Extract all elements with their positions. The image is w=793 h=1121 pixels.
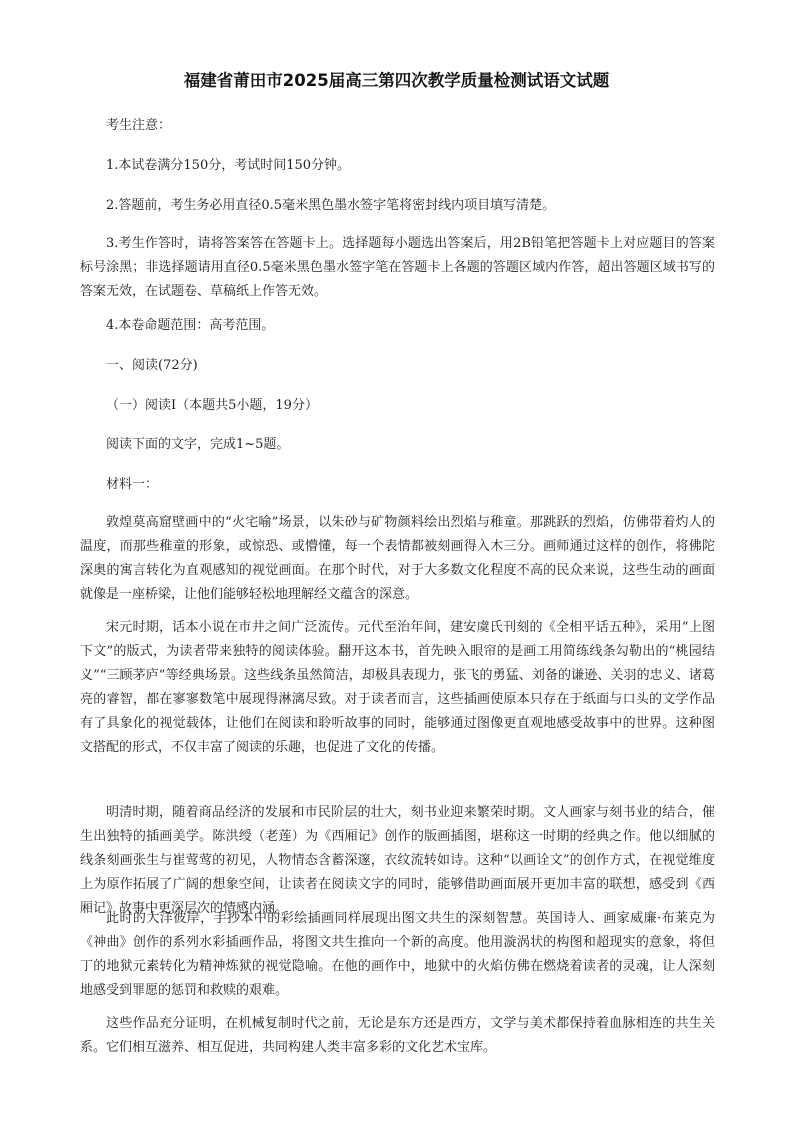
body-paragraph: 这些作品充分证明，在机械复制时代之前，无论是东方还是西方，文学与美术都保持着血脉相连的共生关系。它们相互滋养、相互促进，共同构建人类丰富多彩的文化艺术宝库。 <box>80 1016 715 1055</box>
body-paragraph: 此时的大洋彼岸，手抄本中的彩绘插画同样展现出图文共生的深刻智慧。英国诗人、画家威廉·布莱克为《神曲》创作的系列水彩插画作品，将图文共生推向一个新的高度。他用漩涡状的构图和超现实的意象，将但丁的地狱元素转化为精神炼狱的视觉隐喻。在他的画作中，地狱中的火焰仿佛在燃烧着读者的灵魂，让人深刻地感受到罪愿的惩罚和救赎的艰难。 <box>80 911 715 998</box>
section-heading: 一、阅读(72分) <box>106 358 198 373</box>
notice-heading: 考生注意： <box>106 118 172 133</box>
subsection-heading: （一）阅读Ⅰ（本题共5小题，19分） <box>106 398 318 413</box>
instruction-text: 阅读下面的文字，完成1~5题。 <box>106 437 290 452</box>
body-paragraph: 宋元时期，话本小说在市井之间广泛流传。元代至治年间，建安虞氏刊刻的《全相平话五种》，采用“上图下文”的版式，为读者带来独特的阅读体验。翻开这本书，首先映入眼帘的是画工用简练线条勾勒出的“桃园结义”“三顾茅庐”等经典场景。这些线条虽然简洁，却极具表现力，张飞的勇猛、刘备的谦逊、关羽的忠义、诸葛亮的睿智，都在寥寥数笔中展现得淋漓尽致。对于读者而言，这些插画使原本只存在于纸面与口头的文学作品有了具象化的视觉载体，让他们在阅读和聆听故事的同时，能够通过图像更直观地感受故事中的世界。这种图文搭配的形式，不仅丰富了阅读的乐趣，也促进了文化的传播。 <box>80 620 715 755</box>
body-paragraph: 敦煌莫高窟壁画中的“火宅喻”场景，以朱砂与矿物颜料绘出烈焰与稚童。那跳跃的烈焰，仿佛带着灼人的温度，而那些稚童的形象，或惊恐、或懵懂，每一个表情都被刻画得入木三分。画师通过这样的创作，将佛陀深奥的寓言转化为直观感知的视觉画面。在那个时代，对于大多数文化程度不高的民众来说，这些生动的画面就像是一座桥梁，让他们能够轻松地理解经文蕴含的深意。 <box>80 515 715 602</box>
material-label: 材料一： <box>106 477 159 492</box>
page-title: 福建省莆田市2025届高三第四次教学质量检测试语文试题 <box>183 71 610 90</box>
body-paragraph: 明清时期，随着商品经济的发展和市民阶层的壮大，刻书业迎来繁荣时期。文人画家与刻书业的结合，催生出独特的插画美学。陈洪绶（老莲）为《西厢记》创作的版画插图，堪称这一时期的经典之作。他以细腻的线条刻画张生与崔莺莺的初见，人物情态含蓄深邃，衣纹流转如诗。这种“以画诠文”的创作方式，在视觉维度上为原作拓展了广阔的想象空间，让读者在阅读文字的同时，能够借助画面展开更加丰富的联想，感受到《西厢记》故事中更深层次的情感内涵。 <box>80 805 715 916</box>
notice-item: 3.考生作答时，请将答案答在答题卡上。选择题每小题选出答案后，用2B铅笔把答题卡上对应题目的答案标号涂黑；非选择题请用直径0.5毫米黑色墨水签字笔在答题卡上各题的答题区域内作答，超出答题区域书写的答案无效，在试题卷、草稿纸上作答无效。 <box>80 236 715 299</box>
notice-item: 2.答题前，考生务必用直径0.5毫米黑色墨水签字笔将密封线内项目填写清楚。 <box>106 198 556 213</box>
notice-item: 1.本试卷满分150分，考试时间150分钟。 <box>106 158 351 173</box>
notice-item: 4.本卷命题范围：高考范围。 <box>106 318 275 333</box>
